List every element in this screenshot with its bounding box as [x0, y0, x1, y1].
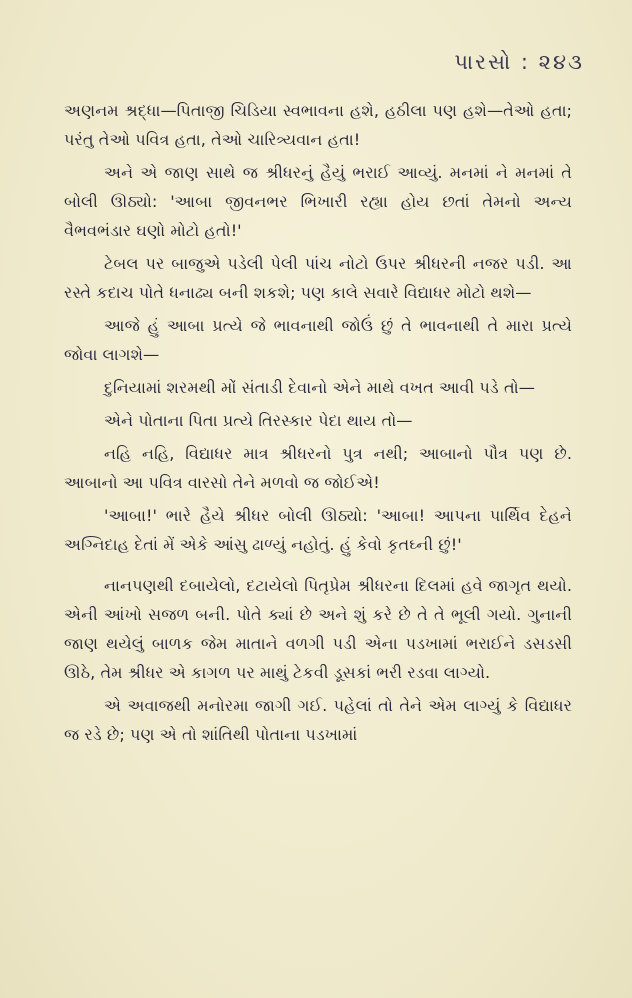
running-header: પારસો : ૨૪૩: [454, 50, 584, 74]
paragraph-9: નાનપણથી દબાયેલો, દટાયેલો પિતૃપ્રેમ શ્રીધરના દિલમાં હવે જાગૃત થયો. એની આંખો સજળ બની. પોતે ક્યાં છે અને શું કરે છે તે તે ભૂલી ગયો. ગુનાની જાણ થયેલું બાળક જેમ માતાને વળગી પડી એના પડખામાં ભરાઈને ડસડસી ઊઠે, તેમ શ્રીધર એ કાગળ પર માથું ટેકવી ડૂસકાં ભરી રડવા લાગ્યો.: [64, 576, 572, 682]
paragraph-1: અણનમ શ્રદ્ધા—પિતાજી ચિડિયા સ્વભાવના હશે, હઠીલા પણ હશે—તેઓ હતા; પરંતુ તેઓ પવિત્ર હતા, તેઓ ચારિત્ર્યવાન હતા!: [64, 101, 572, 149]
paragraph-5: દુનિયામાં શરમથી મોં સંતાડી દેવાનો એને માથે વખત આવી પડે તો—: [104, 378, 535, 397]
paragraph-3: ટેબલ પર બાજુએ પડેલી પેલી પાંચ નોટો ઉપર શ્રીધરની નજર પડી. આ રસ્તે કદાચ પોતે ધનાઢ્ય બની શકશે; પણ કાલે સવારે વિદ્યાધર મોટો થશે—: [64, 254, 572, 302]
paragraph-4: આજે હું આબા પ્રત્યે જે ભાવનાથી જોઉં છું તે ભાવનાથી તે મારા પ્રત્યે જોવા લાગશે—: [64, 316, 572, 364]
paragraph-8: 'આબા!' ભારે હૈયે શ્રીધર બોલી ઊઠ્યો: 'આબા! આપના પાર્થિવ દેહને અગ્નિદાહ દેતાં મેં એકે આંસુ ઢાળ્યું નહોતું. હું કેવો કૃતઘ્ની છું!': [64, 506, 572, 554]
paragraph-2: અને એ જાણ સાથે જ શ્રીધરનું હૈયું ભરાઈ આવ્યું. મનમાં ને મનમાં તે બોલી ઊઠ્યો: 'આબા જીવનભર ભિખારી રહ્યા હોય છતાં તેમનો અન્ય વૈભવભંડાર ઘણો મોટો હતો!': [64, 163, 572, 240]
body-text: [64, 96, 572, 753]
paragraph-7: નહિ નહિ, વિદ્યાધર માત્ર શ્રીધરનો પુત્ર નથી; આબાનો પૌત્ર પણ છે. આબાનો આ પવિત્ર વારસો તેને મળવો જ જોઈએ!: [64, 444, 572, 492]
paragraph-6: એને પોતાના પિતા પ્રત્યે તિરસ્કાર પેદા થાય તો—: [104, 411, 413, 430]
paragraph-10: એ અવાજથી મનોરમા જાગી ગઈ. પહેલાં તો તેને એમ લાગ્યું કે વિદ્યાધર જ રડે છે; પણ એ તો શાંતિથી પોતાના પડખામાં: [64, 696, 572, 744]
